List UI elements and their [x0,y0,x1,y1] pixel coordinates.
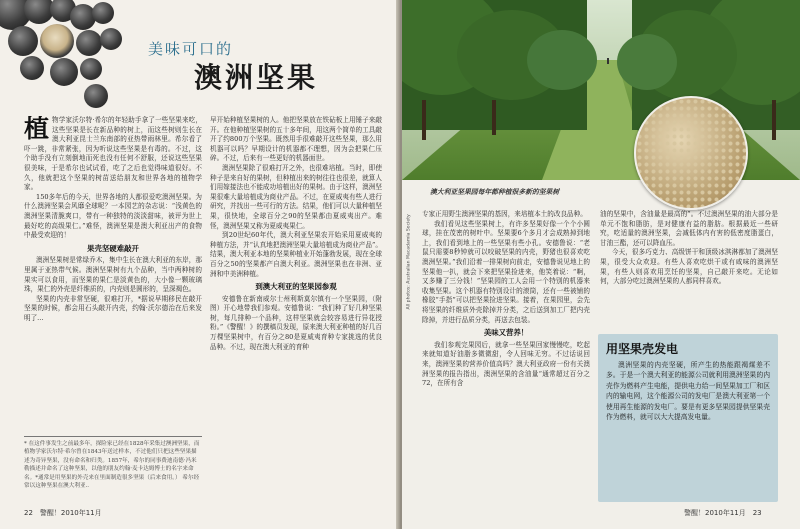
sidebar-paragraph: 澳洲坚果的内壳坚硬，所产生的热能跟褐煤差不多。于是一个澳大利亚的能源公司就利用澳洲坚果的内壳作为燃料产生电能，提供电力给一间坚果加工厂和区内的输电网，这个能源公司的发电厂是澳大利亚第一个使用再生能源的发电厂。要是有更多坚果园提供坚果壳作为燃料，就可以大大提高发电量。 [606,361,770,422]
nut-icon [84,84,108,108]
paragraph: 我们参观完果园后，就拿一些坚果回家慢慢吃，吃起来就知道好油脂多微微甜，令人回味无穷。不过话说回来，澳洲坚果的营养价值高吗？澳大利亚政府一份有关澳洲坚果的报告指出，澳洲坚果的含油量“通常超过百分之72，在所有含 [422,340,590,388]
paragraph: 坚果的内壳非常坚硬，很难打开，*据说早期移民在敲开坚果的时候，都会用石头敲开内壳，约翰·沃尔德治在后来发明了... [24,294,202,322]
article-column-2 [210,116,382,500]
photo-caption: 澳大利亚坚果园每年都种植很多新的坚果树 [430,188,560,196]
nut-icon [50,58,78,86]
nut-icon [76,30,102,56]
paragraph: 澳洲坚果树是常绿乔木，集中生长在澳大利亚的东岸，那里属于亚热带气候。澳洲坚果树有九个品种，当中两种树的果实可以食用，而坚果的果仁是淡黄色的，大小像一颗玻璃珠，果仁的外壳是纤维质的，内壳则是圆形的，呈深褐色。 [24,256,202,294]
paragraph: 早开始种植坚果树的人。他把坚果放在铁砧板上用锤子来敲开。在他种植坚果树的五十多年间，用这两个简单的工具敲开了约800万个坚果。既然用手很难敲开这些坚果，那么用机器可以吗？早期设计的机器都不理想，因为会把果仁压碎。不过，后来有一些更好的机器面世。 [210,116,382,163]
paragraph: 到20世纪60年代，澳大利亚坚果农开始采用夏威夷的种植方法，并“认真地把澳洲坚果大量培植成为商业产品”。结果，澳大利亚本地的坚果种植业开始蓬勃发展，现在全球百分之50的坚果都产自澳大利亚。澳洲坚果也在非洲、亚洲和中美洲种植。 [210,231,382,278]
nut-icon [92,2,114,24]
paragraph: 我们看见这些坚果树上，有许多坚果好像一个个小圆球，挂在茂密的树叶中。坚果要6个多月才会成熟掉到地上，我们看到地上的一些坚果有些小孔。安德鲁说：“老鼠只需要8秒钟就可以咬破坚果的内壳，野猪也很喜欢吃澳洲坚果。”我们沿着一排果树向前走，安德鲁说见地上的坚果他一扒，就会下来把坚果捡进来，他笑着说：“啊，又多赚了三分钱！”坚果园的工人会用一个特别的机器来收集坚果。这个机器有特别设计的滚筒，还有一些被铺的橡胶“手指”可以把坚果捡进坚果。接着，在果园里，会先将坚果的纤维质外壳除掉并分类，之后送到加工厂把内壳除掉，并进行品质分类，再送去包装。 [422,219,590,324]
paragraph: 物学家沃尔特·希尔的年轻助手拿了一些坚果来吃，这些坚果是长在新品种的树上，而这些树则生长在澳大利亚昆士兰东南部的亚热带雨林里。希尔看了吓一跳，非常紧张，因为听说这些坚果是有毒的。不过，这个助手没有立刻倒地而死也没有任何不舒服，还说这些坚果很美味，于是希尔也试试看，吃了之后也觉得味道很好。不久，他就把这个坚果的树苗送给朋友和世界各地的植物学家。 [24,116,202,192]
nut-icon [8,26,38,56]
paragraph: 澳洲坚果除了很难打开之外，也很难培植。当时，即使种子是来自好的果树，但种植出来的树往往也很差，就算人们用嫁接法也不能成功培植出好的果树。由于这样，澳洲坚果很难大量培植成为商业产品。不过，在夏威夷有些人进行研究，并找出一些可行的方法。结果，他们可以大量种植坚果，很快地，全球百分之90的坚果都由夏威夷出产。难怪，澳洲坚果又称为夏威夷果仁。 [210,163,382,230]
sidebar-text [606,360,770,422]
section-heading: 到澳大利亚的坚果园参观 [255,282,337,292]
sidebar-title: 用坚果壳发电 [606,342,679,356]
page-title: 澳洲坚果 [194,61,319,94]
dropcap: 植 [24,116,50,143]
section-heading: 美味又营养！ [483,328,529,338]
photo-credit: All photos: Australian Macadamia Society [406,214,412,310]
sidebar-box [598,334,778,502]
section-heading: 果壳坚硬难敲开 [87,243,139,253]
paragraph: 安德鲁在新南威尔士州利斯莫尔镇有一个坚果园，（附图）开心地带我们参观。安德鲁说：“我们种了好几种坚果树，每几排种一个品种，这样坚果就会较容易进行异花授粉。”《警醒！》的撰稿员发现，原来澳大利亚种植的好几百万棵坚果树中，有百分之80是夏威夷育种专家挑选的优良品种。不过，现在澳大利亚的育种 [210,294,382,351]
paragraph: 150多年后的今天，世界各地的人都很爱吃澳洲坚果。为什么澳洲坚果会风靡全球呢？一本园艺的杂志说：“浅黄色的澳洲坚果清脆爽口，带有一种独特的淡淡甜味，被评为世上最好吃的高级果仁。”难怪，澳洲坚果是澳大利亚出产的食物中最受欢迎的！ [24,192,202,240]
paragraph: 专家正用野生澳洲坚果的基因，来培植本土的改良品种。 [422,210,587,218]
right-page [402,0,800,529]
nut-icon [80,58,102,80]
footnote: * 在这件事发生之前最多年，探险家已经在1828年采集过澳洲坚果，而植物学家沃尔特·希尔曾在1843年送过样本，不过他们只把这些坚果描述为奇异坚果，没有命名和归类。1857年，希尔的同事费迪南德·冯米勒描述并命名了这种坚果，以他的朋友约翰·麦卡达姆博士的名字来命名。*通常是用坚果的外壳来在里面制造很多坚果（后来食用。） 希尔经常以这种坚果在澳大利亚.. [24,436,202,504]
paragraph: 油的坚果中，含油量是最高的”。不过澳洲坚果的油大部分是单元不饱和脂肪，是对健康有益的脂肪。根据最近一些研究，吃适量的澳洲坚果，会减低体内有害的低密度脂蛋白，甘油三酯，还可以降血压。 [600,210,778,247]
page-folio: 警醒！2010年11月 23 [684,509,762,517]
page-folio: 22 警醒！2010年11月 [24,509,102,517]
nut-icon [20,56,44,80]
article-column-4 [600,210,778,328]
article-column-3 [422,210,590,506]
article-column-1 [24,116,202,434]
title-line1: 美味可口的 [148,40,234,58]
cracked-nut-icon [40,24,74,58]
paragraph: 今天，很多巧克力、高级饼干和顶级冰淇淋都加了澳洲坚果，很受大众欢迎。有些人喜欢吃烘干或有咸味的澳洲坚果，有些人则喜欢用烹饪的坚果，自己敲开来吃。无论如何，大部分吃过澳洲坚果的人都同样喜欢。 [600,248,778,286]
nut-icon [100,28,122,50]
